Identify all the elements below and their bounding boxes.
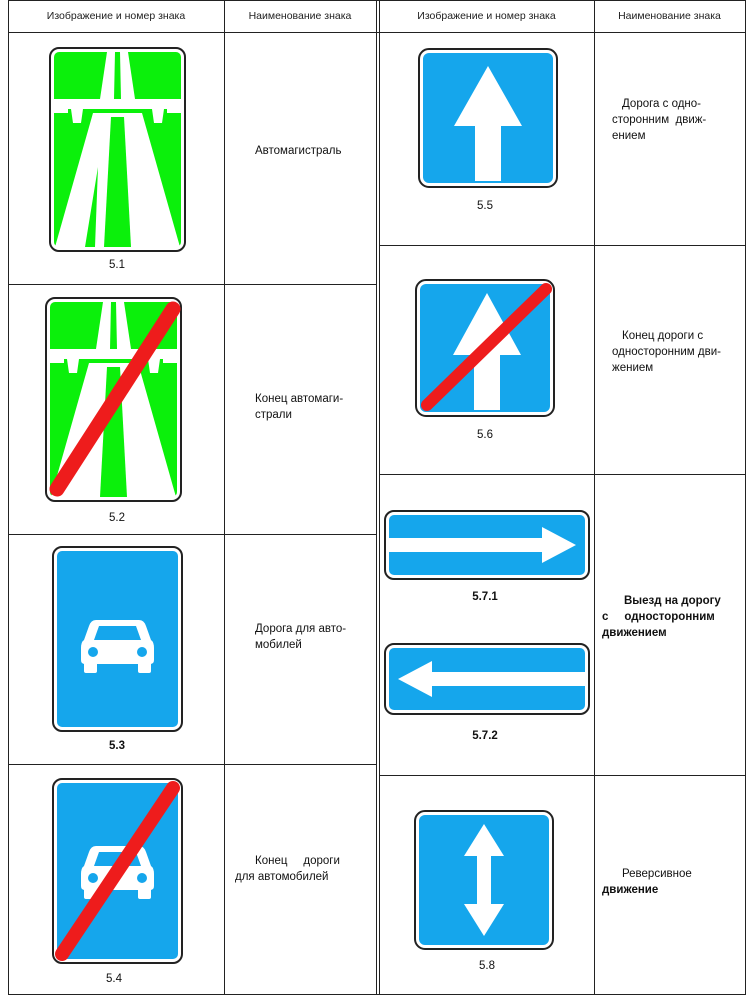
row-divider-right-3 bbox=[379, 775, 746, 776]
col-divider-middle bbox=[376, 0, 377, 995]
end-of-road-for-cars-icon bbox=[52, 778, 183, 964]
sign-name-5-5-line2: сторонним движ- bbox=[612, 114, 707, 126]
sign-name-5-4-line1: Конец дороги bbox=[255, 855, 340, 867]
reversible-traffic-icon bbox=[414, 810, 554, 950]
header-image-number-left: Изображение и номер знака bbox=[46, 10, 186, 22]
sign-name-5-6-line3: жением bbox=[612, 362, 654, 374]
sign-name-5-4-line2: для автомобилей bbox=[235, 871, 329, 883]
col-divider-left bbox=[224, 0, 225, 995]
row-divider-left-1 bbox=[8, 284, 377, 285]
sign-name-5-6-line2: односторонним дви- bbox=[612, 346, 721, 358]
sign-name-5-5-line3: ением bbox=[612, 130, 646, 142]
sign-name-5-3-line1: Дорога для авто- bbox=[255, 623, 347, 635]
sign-name-5-6-line1: Конец дороги с bbox=[622, 330, 704, 342]
col-divider-middle-2 bbox=[379, 0, 380, 995]
sign-name-5-2-line2: страли bbox=[255, 409, 292, 421]
sign-name-5-2-line1: Конец автомаги- bbox=[255, 393, 344, 405]
header-sign-name-right: Наименование знака bbox=[618, 10, 721, 22]
table-right-border bbox=[745, 0, 746, 995]
sign-number-5-7-1: 5.7.1 bbox=[472, 591, 498, 603]
sign-name-5-7-line3: движением bbox=[602, 627, 667, 639]
motorway-icon bbox=[49, 47, 186, 252]
header-bottom-border bbox=[8, 32, 746, 33]
sign-number-5-4: 5.4 bbox=[106, 973, 122, 985]
exit-left-arrow-icon bbox=[384, 643, 590, 715]
table-bottom-border bbox=[8, 994, 746, 995]
sign-number-5-8: 5.8 bbox=[479, 960, 495, 972]
sign-number-5-7-2: 5.7.2 bbox=[472, 730, 498, 742]
table-left-border bbox=[8, 0, 9, 995]
one-way-road-icon bbox=[418, 48, 558, 188]
header-sign-name-left: Наименование знака bbox=[248, 10, 352, 22]
sign-number-5-6: 5.6 bbox=[477, 429, 493, 441]
row-divider-right-1 bbox=[379, 245, 746, 246]
row-divider-left-2 bbox=[8, 534, 377, 535]
col-divider-right bbox=[594, 0, 595, 995]
sign-name-5-8-line1: Реверсивное bbox=[622, 868, 692, 880]
row-divider-left-3 bbox=[8, 764, 377, 765]
sign-name-5-3-line2: мобилей bbox=[255, 639, 302, 651]
sign-number-5-3: 5.3 bbox=[109, 740, 125, 752]
sign-name-5-8-line2: движение bbox=[602, 884, 659, 896]
sign-number-5-2: 5.2 bbox=[109, 512, 125, 524]
sign-name-5-7-line2: с односторонним bbox=[602, 611, 715, 623]
sign-name-5-5-line1: Дорога с одно- bbox=[622, 98, 702, 110]
sign-number-5-5: 5.5 bbox=[477, 200, 493, 212]
header-image-number-right: Изображение и номер знака bbox=[417, 10, 556, 22]
sign-number-5-1: 5.1 bbox=[109, 259, 125, 271]
row-divider-right-2 bbox=[379, 474, 746, 475]
exit-right-arrow-icon bbox=[384, 510, 590, 580]
sign-name-5-1: Автомагистраль bbox=[255, 145, 342, 157]
sign-name-5-7-line1: Выезд на дорогу bbox=[624, 595, 721, 607]
end-of-motorway-icon bbox=[45, 297, 182, 502]
end-of-one-way-road-icon bbox=[415, 279, 555, 417]
road-for-cars-icon bbox=[52, 546, 183, 732]
